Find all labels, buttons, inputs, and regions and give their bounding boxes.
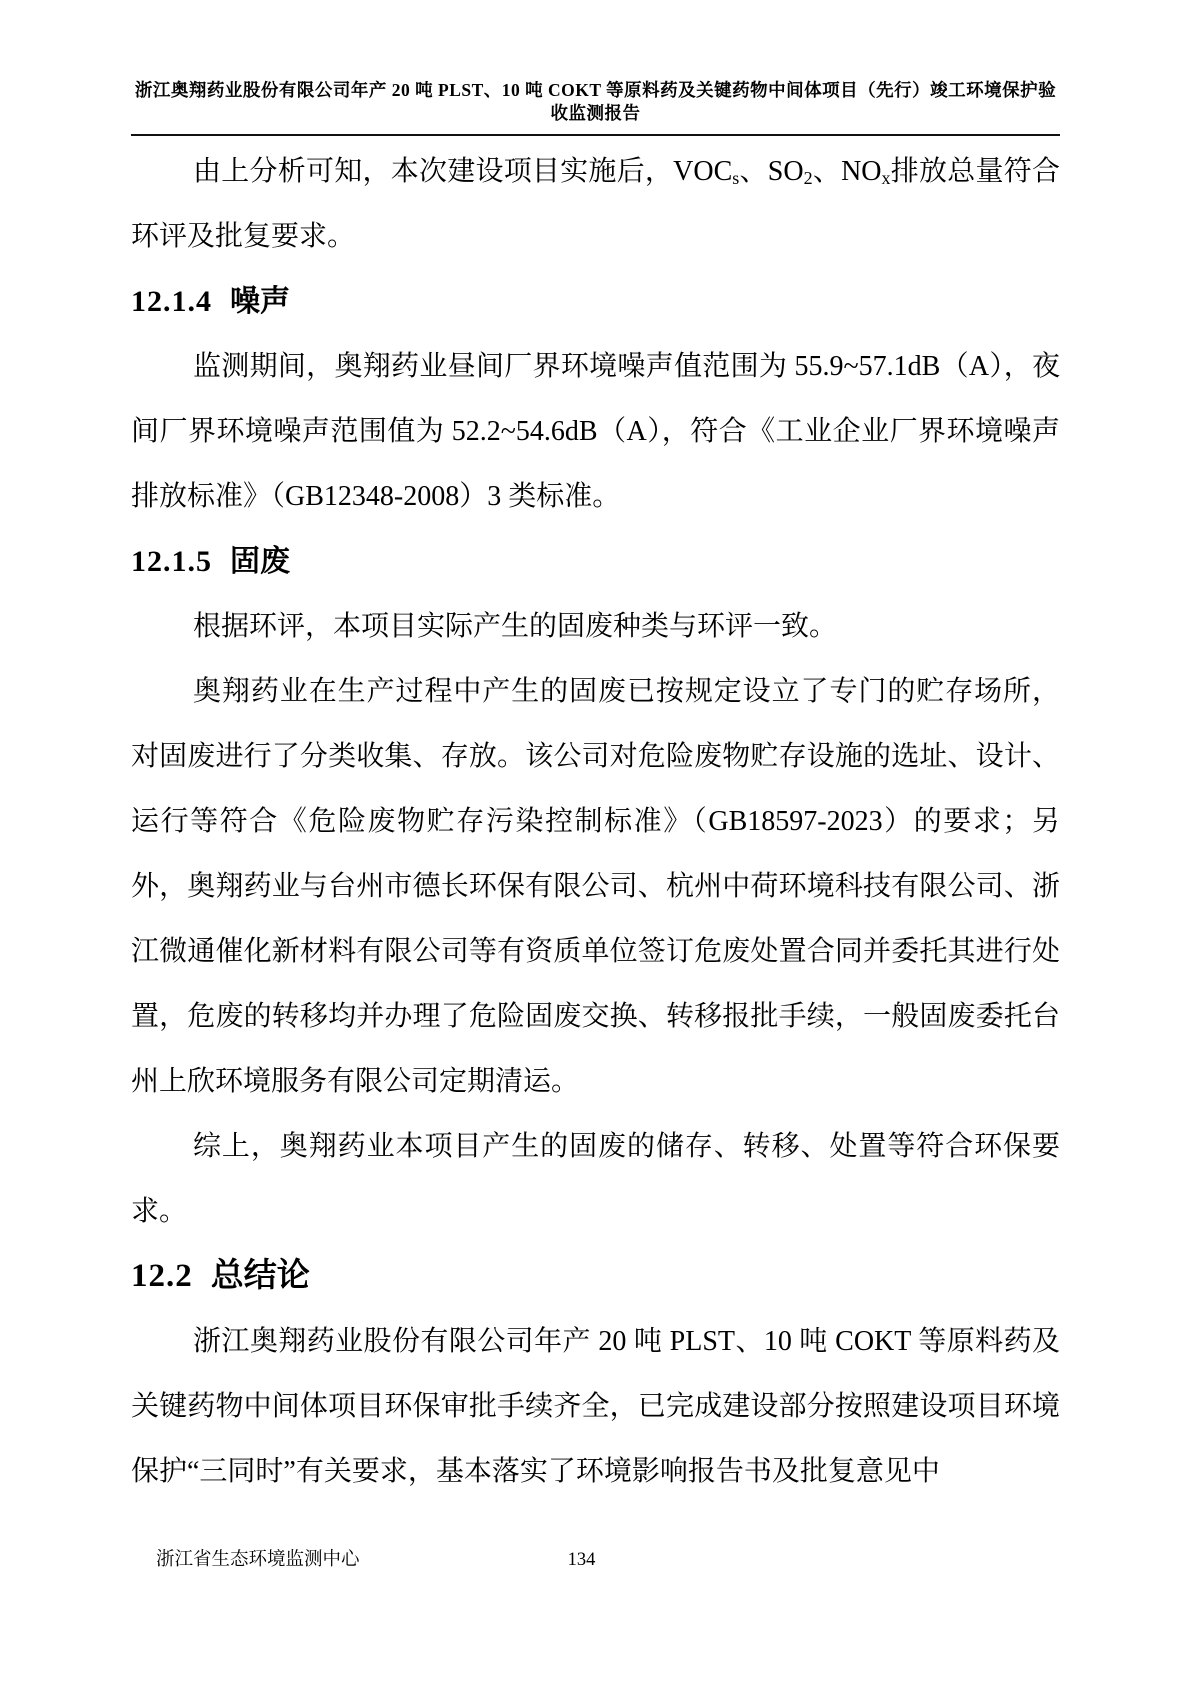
heading-title: 固废 [230, 545, 290, 578]
paragraph-text: 由上分析可知，本次建设项目实施后，VOC [193, 156, 733, 187]
body-paragraph: 奥翔药业在生产过程中产生的固废已按规定设立了专门的贮存场所，对固废进行了分类收集、存放。该公司对危险废物贮存设施的选址、设计、运行等符合《危险废物贮存污染控制标准》（GB18597-2023）的要求；另外，奥翔药业与台州市德长环保有限公司、杭州中荷环境科技有限公司、浙江微通催化新材料有限公司等有资质单位签订危废处置合同并委托其进行处置，危废的转移均并办理了危险固废交换、转移报批手续，一般固废委托台州上欣环境服务有限公司定期清运。 [131, 676, 1060, 1097]
section-heading-solid-waste [131, 529, 1060, 594]
heading-number: 12.1.5 [131, 545, 212, 578]
page-header [131, 0, 1060, 136]
section-heading-conclusion [131, 1244, 1060, 1309]
subscript-s: s [732, 168, 740, 188]
section-heading-noise [131, 269, 1060, 334]
body-paragraph: 浙江奥翔药业股份有限公司年产 20 吨 PLST、10 吨 COKT 等原料药及关键药物中间体项目环保审批手续齐全，已完成建设部分按照建设项目环境保护“三同时”有关要求，基本落实了环境影响报告书及批复意见中 [131, 1326, 1060, 1487]
header-title-line1: 浙江奥翔药业股份有限公司年产 20 吨 PLST、10 吨 COKT 等原料药及关键药物中间体项目（先行）竣工环境保护验 [134, 80, 1057, 100]
heading-title: 噪声 [230, 285, 290, 318]
header-title-line2: 收监测报告 [550, 103, 641, 123]
heading-number: 12.2 [131, 1258, 193, 1294]
footer-organization: 浙江省生态环境监测中心 [156, 1550, 360, 1570]
page-number: 134 [567, 1550, 596, 1570]
heading-title: 总结论 [210, 1258, 310, 1294]
document-body [131, 139, 1060, 1504]
heading-number: 12.1.4 [131, 285, 212, 318]
subscript-x: x [881, 168, 891, 188]
body-paragraph: 综上，奥翔药业本项目产生的固废的储存、转移、处置等符合环保要求。 [131, 1131, 1060, 1227]
body-paragraph: 根据环评，本项目实际产生的固废种类与环评一致。 [193, 611, 838, 642]
body-paragraph [131, 139, 1060, 269]
paragraph-text: 、SO [739, 156, 804, 187]
paragraph-text: 排放总量符合环评及批复要求。 [131, 156, 1060, 252]
paragraph-text: 、NO [812, 156, 882, 187]
page-footer [131, 1549, 1060, 1572]
subscript-2: 2 [803, 168, 813, 188]
body-paragraph: 监测期间，奥翔药业昼间厂界环境噪声值范围为 55.9~57.1dB（A），夜间厂界环境噪声范围值为 52.2~54.6dB（A），符合《工业企业厂界环境噪声排放标准》（GB12348-2008）3 类标准。 [131, 351, 1060, 512]
